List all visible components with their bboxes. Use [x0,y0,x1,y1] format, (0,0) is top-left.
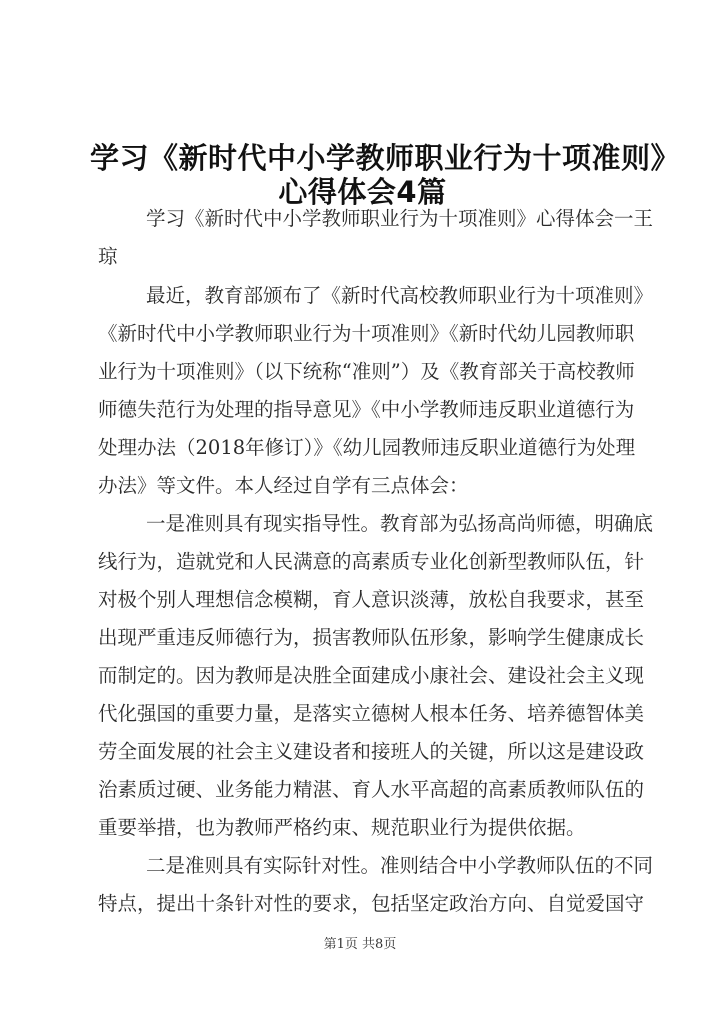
body-line: 出现严重违反师德行为，损害教师队伍形象，影响学生健康成长 [98,626,645,649]
body-line: 最近，教育部颁布了《新时代高校教师职业行为十项准则》 [146,284,654,307]
body-line: 《新时代中小学教师职业行为十项准则》《新时代幼儿园教师职 [98,322,635,345]
body-line: 办法》等文件。本人经过自学有三点体会： [98,474,469,497]
document-title-line-2: 心得体会4篇 [278,175,447,209]
body-line: 处理办法（2018年修订）》《幼儿园教师违反职业道德行为处理 [98,436,636,459]
body-line: 师德失范行为处理的指导意见》《中小学教师违反职业道德行为 [98,398,635,421]
body-line: 对极个别人理想信念模糊，育人意识淡薄，放松自我要求，甚至 [98,588,645,611]
subtitle-line: 琼 [98,245,118,268]
body-line: 代化强国的重要力量，是落实立德树人根本任务、培养德智体美 [98,702,645,725]
body-line: 劳全面发展的社会主义建设者和接班人的关键，所以这是建设政 [98,740,645,763]
body-line: 重要举措，也为教师严格约束、规范职业行为提供依据。 [98,816,586,839]
body-line: 线行为，造就党和人民满意的高素质专业化创新型教师队伍，针 [98,550,645,573]
document-title-line-1: 学习《新时代中小学教师职业行为十项准则》 [90,141,681,175]
body-line: 二是准则具有实际针对性。准则结合中小学教师队伍的不同 [146,854,654,877]
page-footer: 第1页 共8页 [323,937,397,952]
body-line: 业行为十项准则》（以下统称“准则”）及《教育部关于高校教师 [98,360,635,383]
body-line: 治素质过硬、业务能力精湛、育人水平高超的高素质教师队伍的 [98,778,645,801]
body-line: 特点，提出十条针对性的要求，包括坚定政治方向、自觉爱国守 [98,892,645,915]
body-line: 而制定的。因为教师是决胜全面建成小康社会、建设社会主义现 [98,664,645,687]
subtitle-line: 学习《新时代中小学教师职业行为十项准则》心得体会一王 [146,207,654,230]
body-line: 一是准则具有现实指导性。教育部为弘扬高尚师德，明确底 [146,512,654,535]
